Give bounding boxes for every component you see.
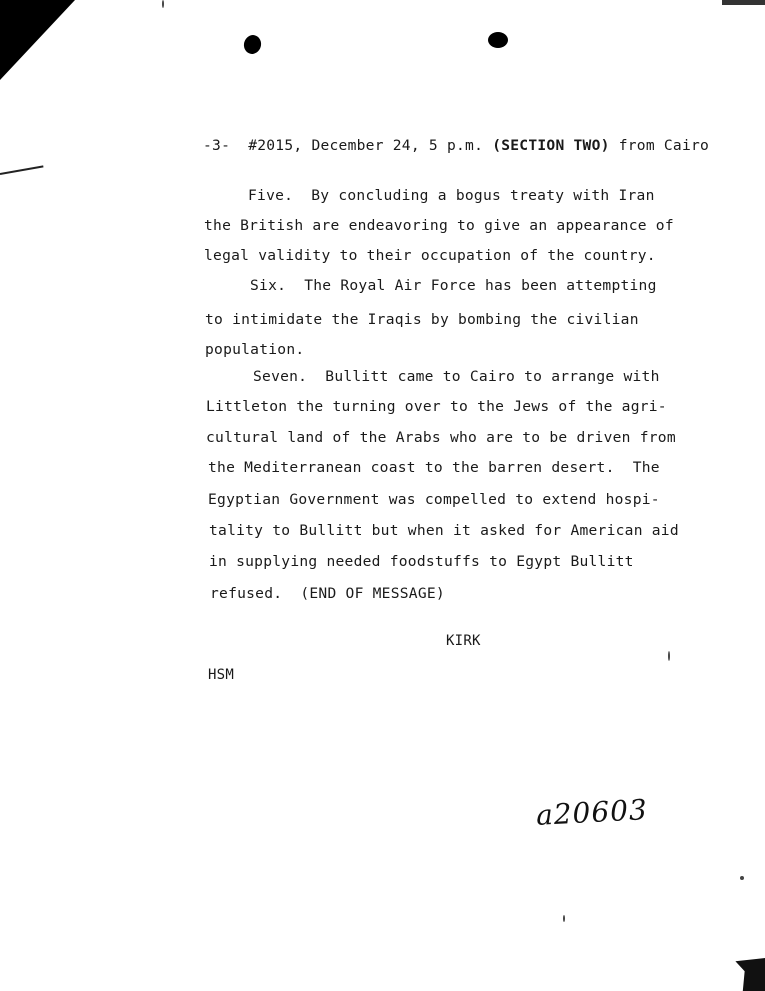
scan-corner-shadow [0,0,75,80]
scan-top-edge [722,0,765,5]
body-line: Littleton the turning over to the Jews of the agri- [206,398,667,415]
page-marker: -3- [203,137,231,154]
handwritten-archive-number: a20603 [535,793,649,832]
body-line: the British are endeavoring to give an appearance of [204,217,674,234]
body-line: Egyptian Government was compelled to extend hospi- [208,491,660,508]
body-line: tality to Bullitt but when it asked for American aid [209,522,679,539]
body-line: legal validity to their occupation of the country. [204,247,656,264]
punch-hole-right [488,32,508,48]
body-line: population. [205,341,305,358]
body-line: Five. By concluding a bogus treaty with Iran [248,187,655,204]
section-label: (SECTION TWO) [492,137,610,154]
body-line: Seven. Bullitt came to Cairo to arrange with [253,368,660,385]
scan-speck [162,0,164,8]
scan-edge-mark [0,165,44,175]
body-line: refused. (END OF MESSAGE) [210,585,445,602]
message-origin: from Cairo [618,137,710,154]
message-reference: #2015, December 24, 5 p.m. [248,137,484,154]
body-line: in supplying needed foodstuffs to Egypt Bullitt [209,553,634,570]
scan-speck [668,651,670,661]
body-line: cultural land of the Arabs who are to be driven from [206,429,676,446]
punch-hole-left [242,33,263,56]
scan-speck [563,915,565,922]
body-line: to intimidate the Iraqis by bombing the civilian [205,311,639,328]
body-line: Six. The Royal Air Force has been attempting [250,277,657,294]
message-header [203,137,709,155]
scan-bottom-corner [728,958,765,991]
body-line: the Mediterranean coast to the barren desert. The [208,459,660,476]
scan-speck [740,876,744,880]
signature: KIRK [446,633,481,649]
typist-initials: HSM [208,667,235,683]
